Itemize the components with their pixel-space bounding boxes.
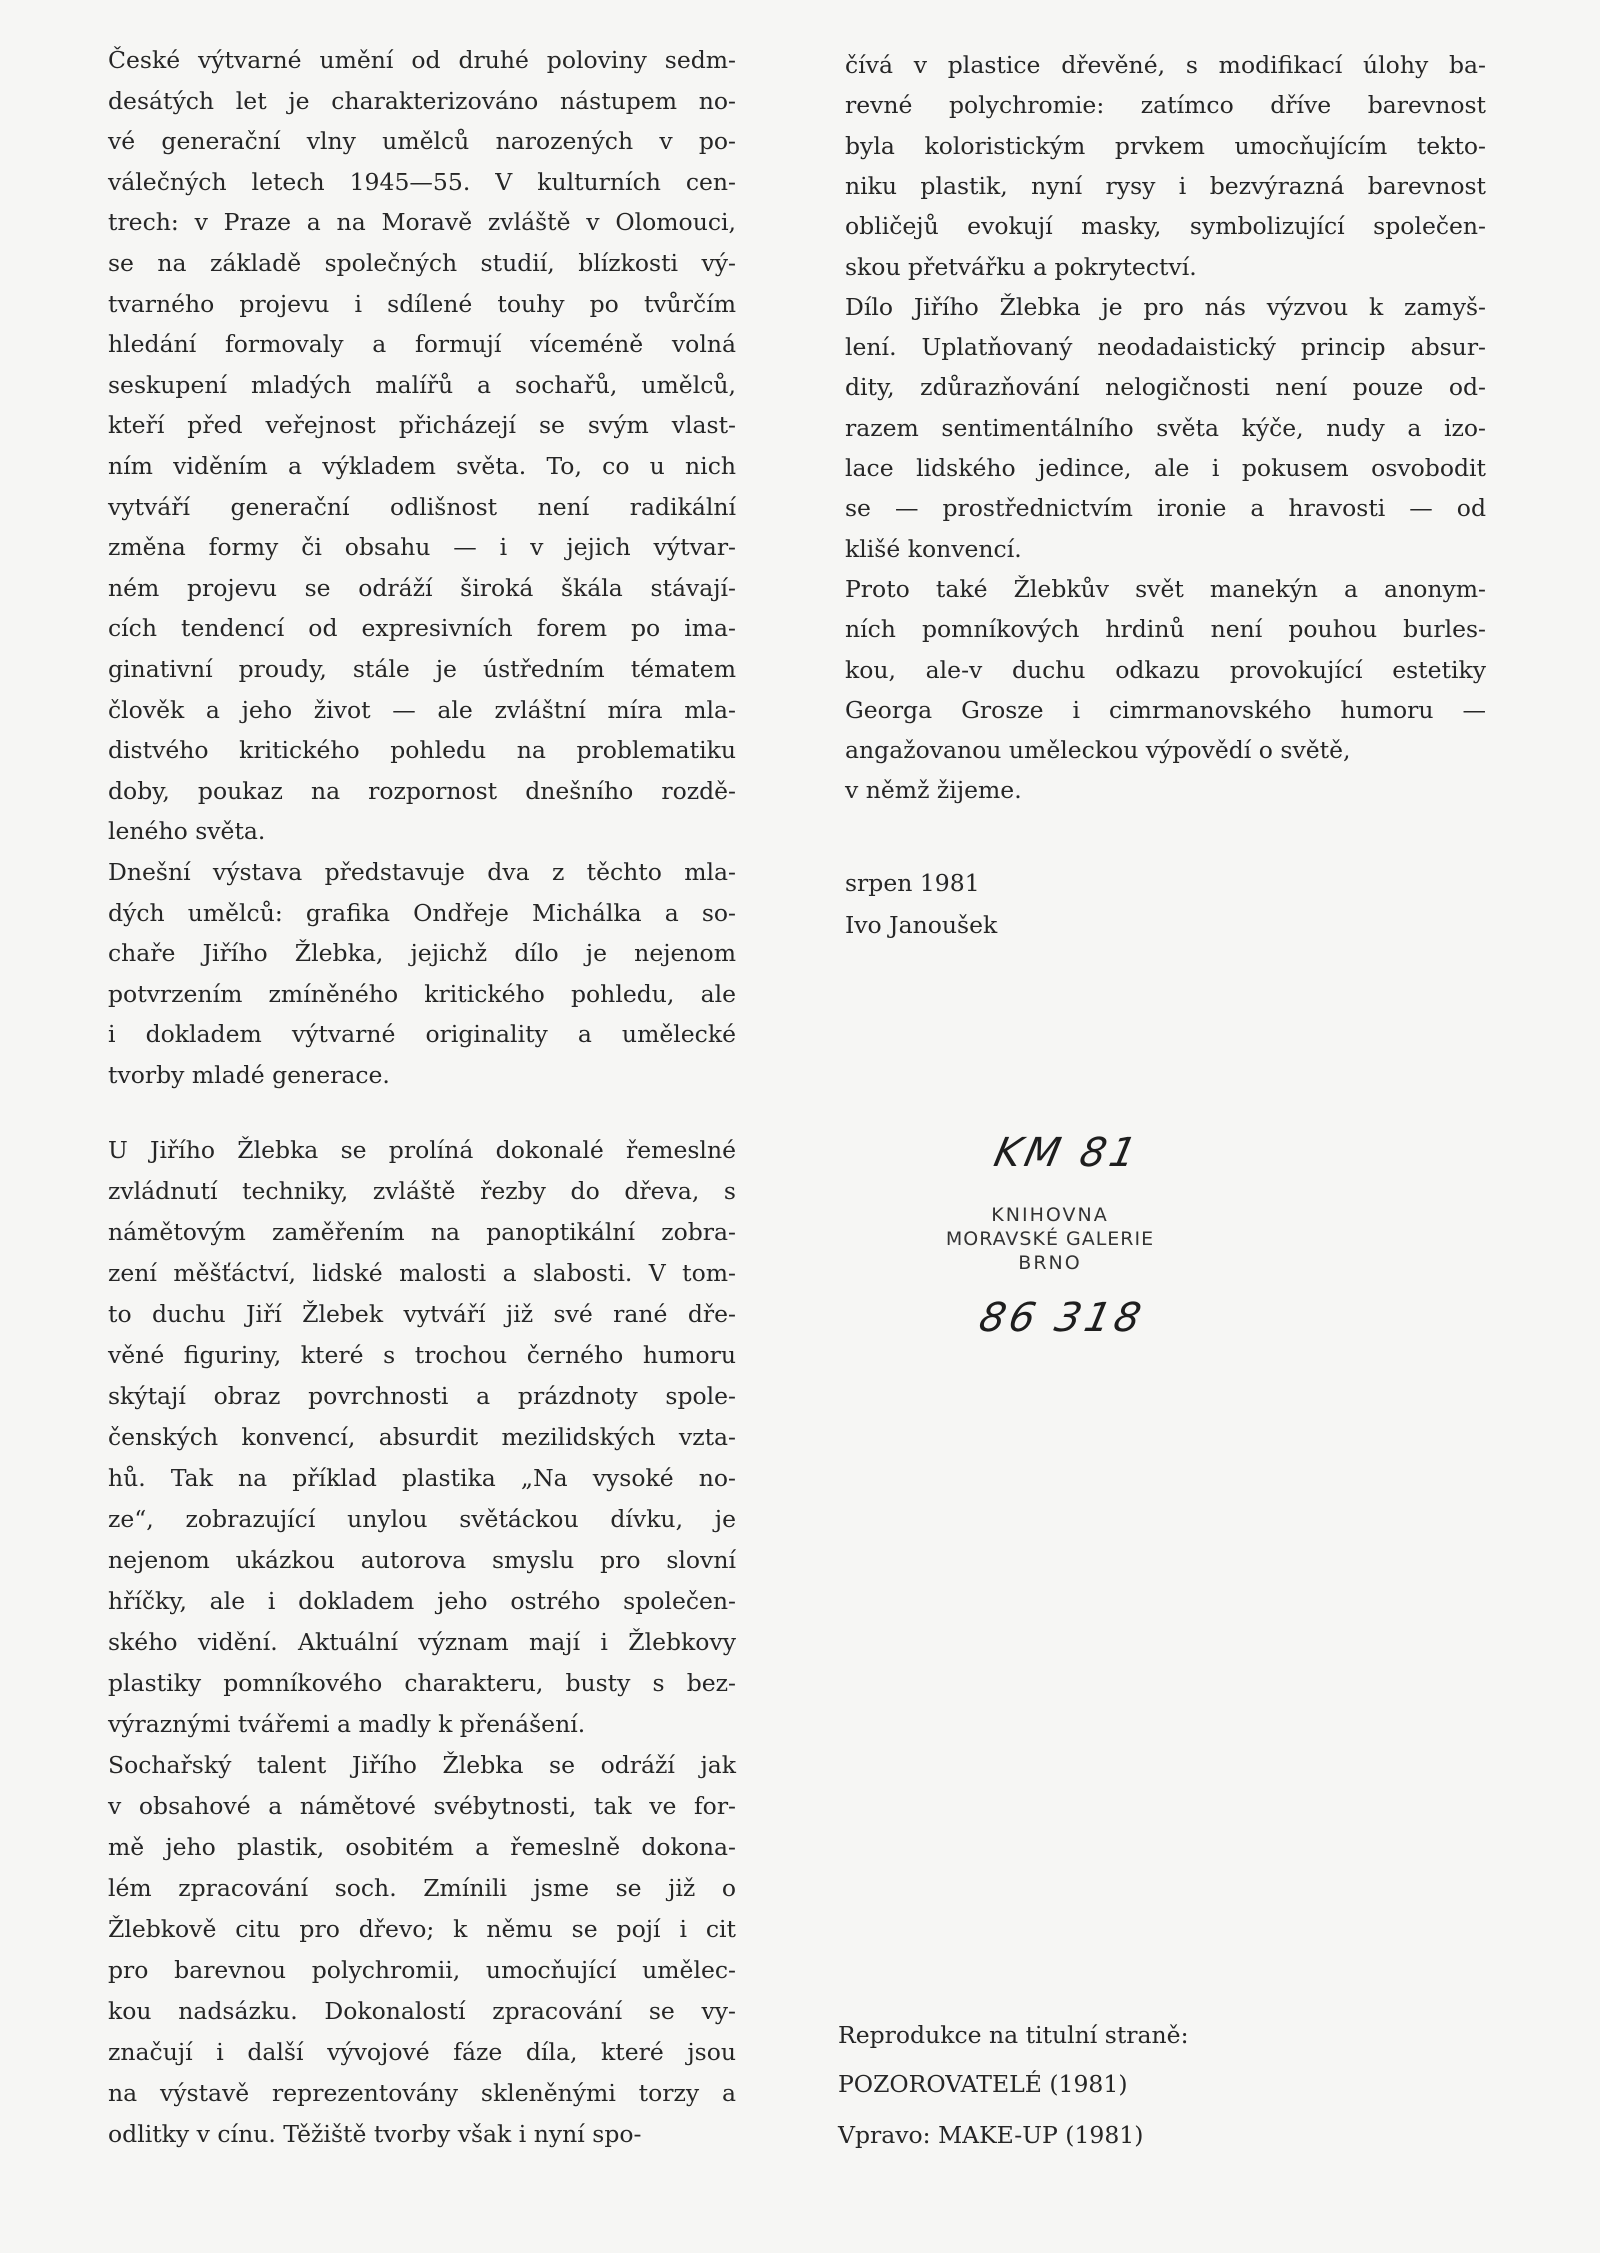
text-line: zení měšťáctví, lidské malosti a slabosti. V tom- xyxy=(108,1259,736,1287)
signature-author: Ivo Janoušek xyxy=(845,911,998,939)
text-line: byla koloristickým prvkem umocňujícím tekto- xyxy=(845,131,1486,160)
text-line: se na základě společných studií, blízkosti vý- xyxy=(108,249,736,277)
text-line: lém zpracování soch. Zmínili jsme se již o xyxy=(108,1874,736,1902)
text-line: lení. Uplatňovaný neodadaistický princip absur- xyxy=(845,333,1486,362)
text-line: doby, poukaz na rozpornost dnešního rozdě- xyxy=(108,776,736,805)
text-line: desátých let je charakterizováno nástupem no- xyxy=(108,86,736,115)
text-line: ze“, zobrazující unylou světáckou dívku, je xyxy=(108,1505,736,1533)
text-line: leného světa. xyxy=(108,817,266,846)
text-line: ním viděním a výkladem světa. To, co u nich xyxy=(108,452,736,480)
text-line: tvarného projevu i sdílené touhy po tvůrčím xyxy=(108,289,736,318)
text-line: značují i další vývojové fáze díla, které jsou xyxy=(108,2038,736,2066)
text-line: obličejů evokují masky, symbolizující společen- xyxy=(845,212,1486,241)
text-line: výraznými tvářemi a madly k přenášení. xyxy=(108,1710,586,1738)
text-line: seskupení mladých malířů a sochařů, umělců, xyxy=(108,370,736,399)
text-line: skýtají obraz povrchnosti a prázdnoty spole- xyxy=(108,1382,736,1410)
text-line: klišé konvencí. xyxy=(845,534,1022,563)
handwritten-inventory-number: 86 318 xyxy=(975,1295,1149,1341)
text-line: ského vidění. Aktuální význam mají i Žlebkovy xyxy=(108,1628,736,1656)
text-line: zvládnutí techniky, zvláště řezby do dřeva, s xyxy=(108,1177,736,1205)
text-line: dých umělců: grafika Ondřeje Michálka a so- xyxy=(108,898,736,927)
text-line: hů. Tak na příklad plastika „Na vysoké no- xyxy=(108,1464,736,1492)
text-line: Sochařský talent Jiřího Žlebka se odráží jak xyxy=(108,1751,736,1779)
text-line: vé generační vlny umělců narozených v po- xyxy=(108,127,736,156)
text-line: hříčky, ale i dokladem jeho ostrého společen- xyxy=(108,1587,736,1615)
text-line: ném projevu se odráží široká škála stávají- xyxy=(108,573,736,602)
caption-item-1: POZOROVATELÉ (1981) xyxy=(838,2070,1128,2098)
caption-heading: Reprodukce na titulní straně: xyxy=(838,2021,1189,2049)
text-line: skou přetvářku a pokrytectví. xyxy=(845,252,1197,281)
library-stamp xyxy=(900,1110,1200,1360)
text-line: plastiky pomníkového charakteru, busty s bez- xyxy=(108,1669,736,1697)
text-line: v obsahové a námětové svébytnosti, tak ve for- xyxy=(108,1792,736,1820)
text-line: České výtvarné umění od druhé poloviny sedm- xyxy=(108,46,736,74)
caption-item-2: Vpravo: MAKE-UP (1981) xyxy=(838,2121,1144,2149)
text-line: člověk a jeho život — ale zvláštní míra mla- xyxy=(108,695,736,724)
text-line: angažovanou uměleckou výpovědí o světě, xyxy=(845,736,1351,765)
text-line: i dokladem výtvarné originality a umělecké xyxy=(108,1020,736,1049)
text-line: distvého kritického pohledu na problematiku xyxy=(108,736,736,765)
text-line: ginativní proudy, stále je ústředním tématem xyxy=(108,655,736,683)
text-line: kou nadsázku. Dokonalostí zpracování se vy- xyxy=(108,1997,736,2025)
text-line: čenských konvencí, absurdit mezilidských vzta- xyxy=(108,1423,736,1451)
text-line: niku plastik, nyní rysy i bezvýrazná barevnost xyxy=(845,171,1486,200)
text-line: věné figuriny, které s trochou černého humoru xyxy=(108,1341,736,1369)
text-line: změna formy či obsahu — i v jejich výtvar- xyxy=(108,533,736,562)
text-line: nejenom ukázkou autorova smyslu pro slovní xyxy=(108,1546,736,1574)
text-line: revné polychromie: zatímco dříve barevnost xyxy=(845,91,1486,120)
text-line: ních pomníkových hrdinů není pouhou burles- xyxy=(845,615,1486,644)
stamp-line-2: MORAVSKÉ GALERIE xyxy=(945,1228,1155,1250)
text-line: pro barevnou polychromii, umocňující umělec- xyxy=(108,1956,736,1984)
text-line: chaře Jiřího Žlebka, jejichž dílo je nejenom xyxy=(108,939,736,968)
text-line: razem sentimentálního světa kýče, nudy a izo- xyxy=(845,413,1486,442)
stamp-line-3: BRNO xyxy=(1018,1252,1082,1274)
text-line: kou, ale-v duchu odkazu provokující estetiky xyxy=(845,655,1486,684)
text-line: Georga Grosze i cimrmanovského humoru — xyxy=(845,695,1486,724)
text-line: hledání formovaly a formují víceméně volná xyxy=(108,330,736,359)
text-line: Dnešní výstava představuje dva z těchto mla- xyxy=(108,858,736,886)
text-line: v němž žijeme. xyxy=(845,776,1022,805)
text-line: Proto také Žlebkův svět manekýn a anonym- xyxy=(845,574,1486,603)
text-line: kteří před veřejnost přicházejí se svým vlast- xyxy=(108,411,736,440)
signature-date: srpen 1981 xyxy=(845,869,980,897)
stamp-line-1: KNIHOVNA xyxy=(991,1204,1109,1226)
text-line: válečných letech 1945—55. V kulturních cen- xyxy=(108,167,736,196)
text-line: U Jiřího Žlebka se prolíná dokonalé řemeslné xyxy=(108,1136,736,1164)
text-line: tvorby mladé generace. xyxy=(108,1061,390,1089)
text-line: odlitky v cínu. Těžiště tvorby však i nyní spo- xyxy=(108,2120,642,2148)
text-line: Dílo Jiřího Žlebka je pro nás výzvou k zamyš- xyxy=(845,292,1486,321)
text-line: to duchu Jiří Žlebek vytváří již své rané dře- xyxy=(108,1300,736,1328)
text-line: dity, zdůrazňování nelogičnosti není pouze od- xyxy=(845,373,1486,402)
text-line: na výstavě reprezentovány skleněnými torzy a xyxy=(108,2079,736,2107)
text-line: se — prostřednictvím ironie a hravosti — od xyxy=(845,494,1486,523)
text-line: cích tendencí od expresivních forem po ima- xyxy=(108,614,736,643)
text-line: lace lidského jedince, ale i pokusem osvobodit xyxy=(845,454,1486,482)
text-line: mě jeho plastik, osobitém a řemeslně dokona- xyxy=(108,1833,736,1861)
text-line: Žlebkově citu pro dřevo; k němu se pojí i cit xyxy=(108,1915,736,1943)
handwritten-shelfmark: KM 81 xyxy=(990,1130,1145,1176)
text-line: vytváří generační odlišnost není radikální xyxy=(108,492,736,521)
text-line: trech: v Praze a na Moravě zvláště v Olomouci, xyxy=(108,208,736,237)
text-line: potvrzením zmíněného kritického pohledu, ale xyxy=(108,979,736,1008)
text-line: čívá v plastice dřevěné, s modifikací úlohy ba- xyxy=(845,51,1486,79)
text-line: námětovým zaměřením na panoptikální zobra- xyxy=(108,1218,736,1246)
